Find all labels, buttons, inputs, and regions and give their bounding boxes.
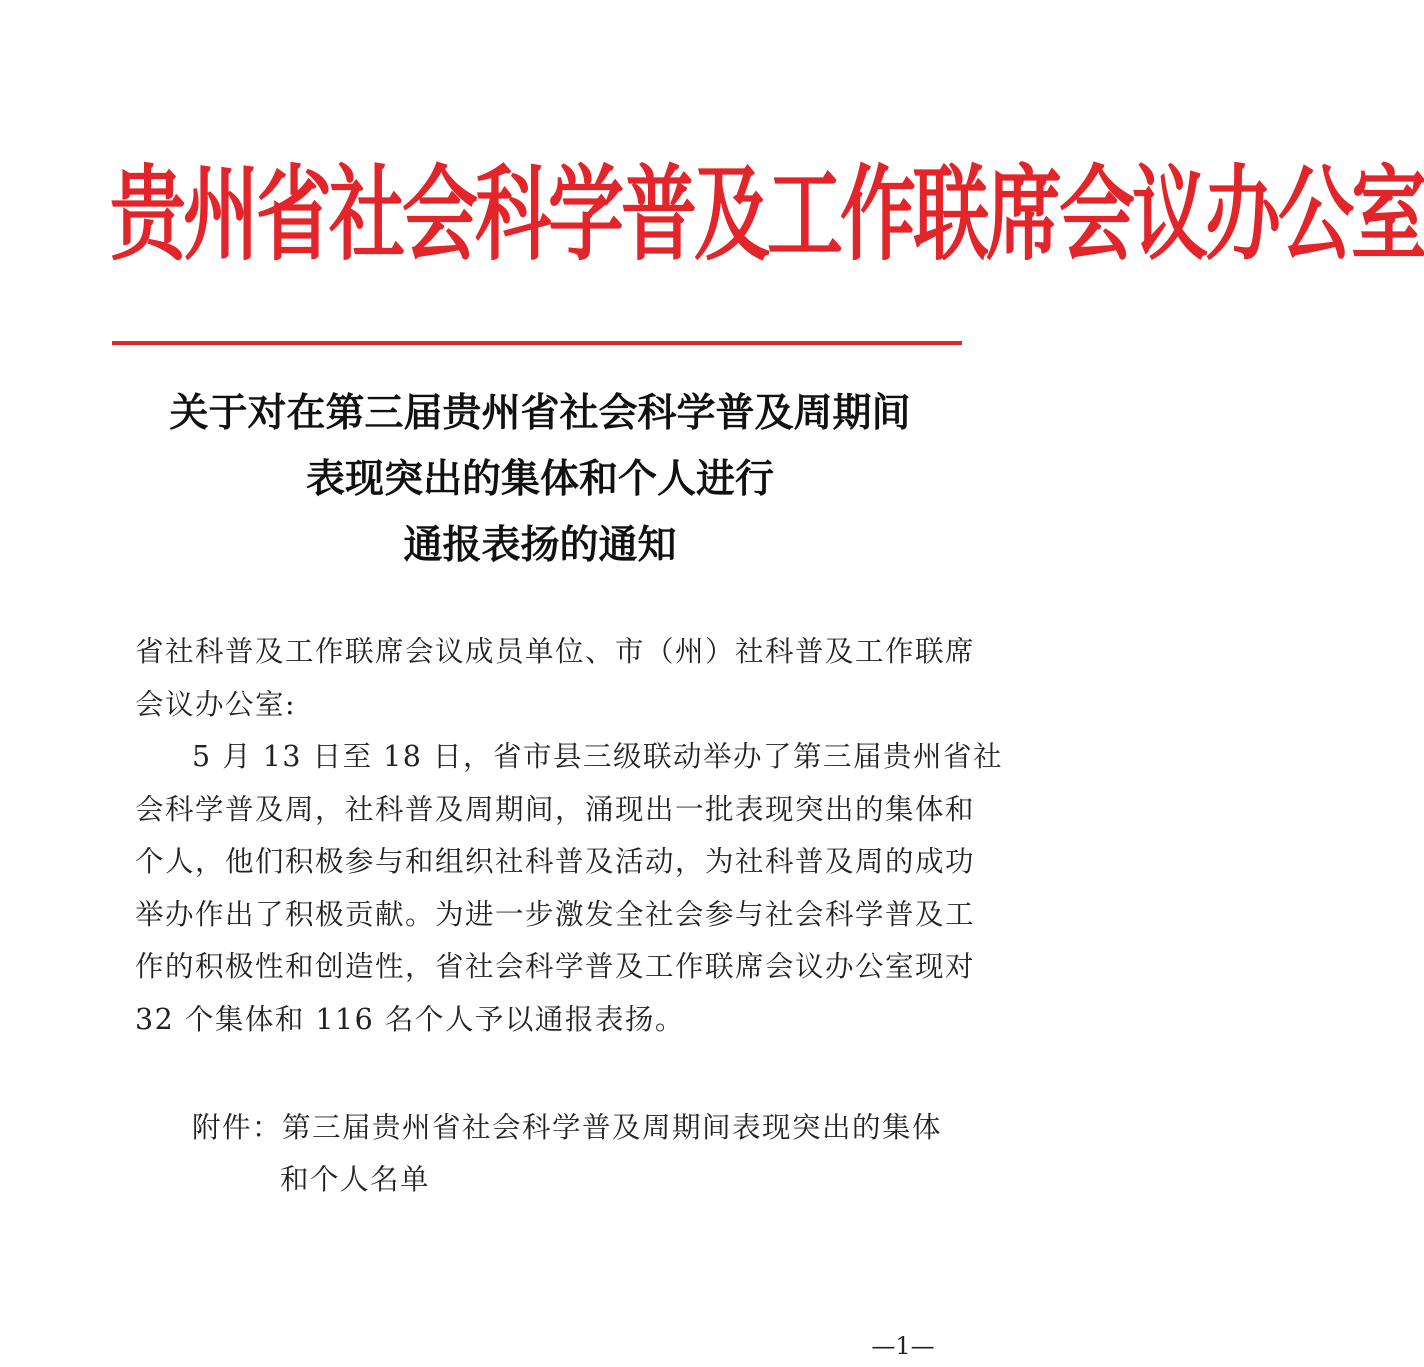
document-title — [100, 380, 980, 578]
attachment-note — [192, 1102, 952, 1206]
document-body — [135, 626, 1003, 1046]
body-paragraph-line: 举办作出了积极贡献。为进一步激发全社会参与社会科学普及工 — [135, 897, 976, 931]
body-paragraph-line: 5 月 13 日至 18 日，省市县三级联动举办了第三届贵州省社 — [192, 740, 1003, 773]
document-title-line: 关于对在第三届贵州省社会科学普及周期间 — [169, 390, 911, 436]
recipients-line: 省社科普及工作联席会议成员单位、市（州）社科普及工作联席 — [135, 635, 976, 668]
recipients-line: 会议办公室: — [135, 687, 297, 721]
body-paragraph-line: 个人，他们积极参与和组织社科普及活动，为社科普及周的成功 — [135, 845, 976, 878]
body-paragraph-line: 会科学普及周，社科普及周期间，涌现出一批表现突出的集体和 — [135, 792, 976, 826]
attachment-line: 附件：第三届贵州省社会科学普及周期间表现突出的集体 — [192, 1111, 943, 1144]
red-header-divider — [112, 341, 962, 345]
document-title-line: 表现突出的集体和个人进行 — [305, 456, 774, 502]
body-paragraph-line: 作的积极性和创造性，省社会科学普及工作联席会议办公室现对 — [135, 950, 976, 983]
body-paragraph-line: 32 个集体和 116 名个人予以通报表扬。 — [135, 1002, 685, 1036]
document-title-line: 通报表扬的通知 — [403, 522, 677, 568]
attachment-line: 和个人名单 — [280, 1163, 431, 1196]
issuing-organization-header: 贵州省社会科学普及工作联席会议办公室 — [110, 154, 1424, 275]
page-number: —1— — [871, 1332, 935, 1360]
